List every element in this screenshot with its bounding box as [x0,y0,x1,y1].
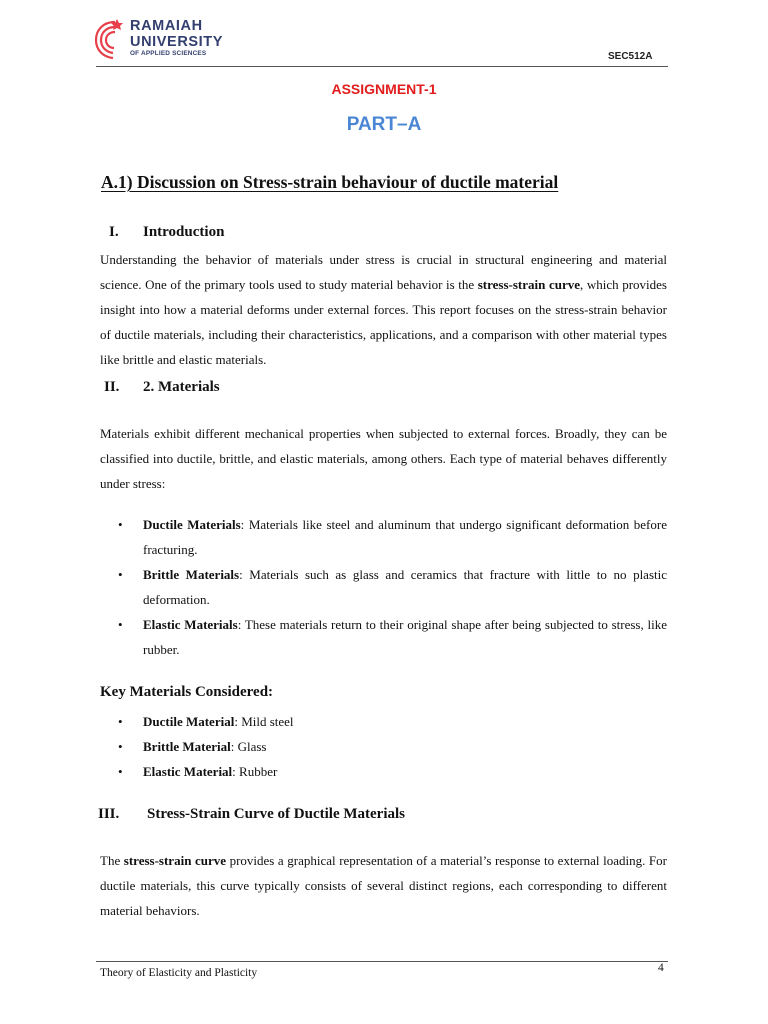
bullet-term: Brittle Materials [143,567,240,582]
curve-text-2: provides a graphical representation of a material’s response to external loading. For ductile materials, this curve typically consists of several distinct regions, each corresponding to different material behaviors. [100,853,667,918]
materials-title: 2. Materials [143,379,220,395]
curve-heading [98,806,405,823]
curve-number: III. [98,806,120,822]
logo-line-university: UNIVERSITY [130,33,224,50]
intro-paragraph [100,247,667,372]
key-text: : Glass [230,739,267,754]
key-term: Ductile Material [143,714,235,729]
bullet-term: Ductile Materials [143,517,241,532]
materials-number: II. [104,379,120,395]
curve-title: Stress-Strain Curve of Ductile Materials [147,806,406,822]
materials-heading [104,379,220,396]
header-divider [96,66,668,67]
section-title: A.1) Discussion on Stress-strain behaviour of ductile material [101,172,559,192]
key-term: Elastic Material [143,764,233,779]
intro-title: Introduction [143,224,225,240]
part-title: PART–A [346,114,422,135]
key-text: : Mild steel [234,714,294,729]
curve-text-1: The [100,853,124,868]
logo-line-applied-sciences: OF APPLIED SCIENCES [130,50,207,57]
intro-text-1: Understanding the behavior of materials under stress is crucial in structural engineering and material science. One of the primary tools used to study material behavior is the [100,252,667,292]
intro-text-2: , which provides insight into how a material deforms under external forces. This report focuses on the stress-strain behavior of ductile materials, including their characteristics, applications, and a comparison with other material types like brittle and elastic materials. [100,277,667,367]
intro-heading [109,224,224,241]
key-text: : Rubber [232,764,278,779]
list-item [118,612,667,662]
assignment-title: ASSIGNMENT-1 [331,81,437,97]
list-item [118,562,667,612]
intro-number: I. [109,224,119,240]
list-item [118,759,667,784]
curve-bold-term: stress-strain curve [123,853,227,868]
footer-divider [96,961,668,962]
course-code: SEC512A [608,51,653,62]
list-item [118,512,667,562]
curve-paragraph [100,848,667,923]
logo-emblem-icon [93,16,127,62]
list-item [118,709,667,734]
key-materials-list [118,709,667,784]
list-item [118,734,667,759]
intro-bold-term: stress-strain curve [477,277,581,292]
bullet-text: : Materials like steel and aluminum that undergo significant deformation before fracturing. [143,517,667,557]
logo-line-ramaiah: RAMAIAH [130,18,203,34]
page-number: 4 [658,962,664,974]
footer-course-name: Theory of Elasticity and Plasticity [100,967,258,979]
materials-paragraph [100,421,667,496]
key-term: Brittle Material [143,739,231,754]
bullet-text: : Materials such as glass and ceramics that fracture with little to no plastic deformation. [143,567,667,607]
key-materials-heading: Key Materials Considered: [100,684,274,700]
university-logo [93,16,233,62]
materials-text: Materials exhibit different mechanical properties when subjected to external forces. Broadly, they can be classified into ductile, brittle, and elastic materials, among others. Each type of material behaves differently under stress: [100,426,667,491]
bullet-term: Elastic Materials [143,617,238,632]
bullet-text: : These materials return to their original shape after being subjected to stress, like rubber. [143,617,667,657]
material-types-list [118,512,667,662]
